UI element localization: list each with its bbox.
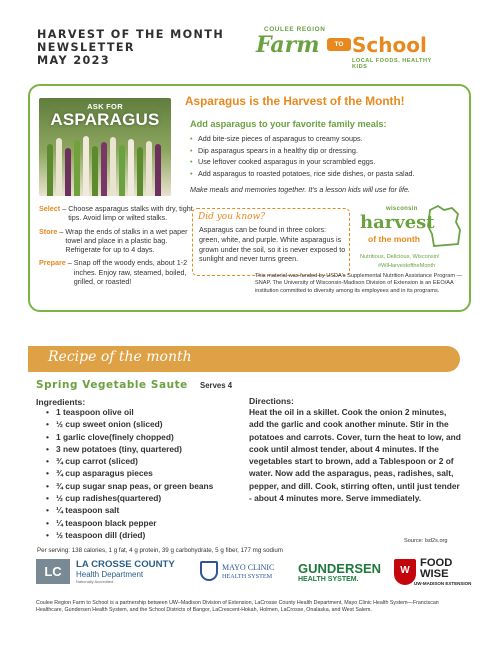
header-date: MAY 2023 [37, 54, 111, 67]
lacrosse-name: LA CROSSE COUNTY [76, 559, 175, 570]
definition-term: Store [39, 226, 58, 236]
directions-text: Heat the oil in a skillet. Cook the onion 2 minutes, add the garlic and cook another minute. Stir in the potatoes and carrots. Cover, turn the heat to low, and cook until almost tender, about 4 minutes. If the vegetables start to brown, add a Tablespoon or 2 of water. Now add the asparagus, peas, radishes, salt, pepper, and dill. Cook, stirring often, until just tender - about 4 minutes more. Serve immediately. [249, 407, 461, 504]
ingredient-item: • ¾ cup asparagus pieces [46, 467, 213, 479]
wi-state: wisconsin [386, 206, 418, 212]
gundersen-name: GUNDERSEN [298, 561, 382, 576]
definition-term: Prepare [39, 258, 66, 268]
ingredient-item: • ¼ teaspoon salt [46, 504, 213, 516]
recipe-banner [28, 346, 460, 372]
wi-of-the-month: of the month [368, 234, 421, 244]
did-you-know-box [192, 208, 350, 276]
foodwise-logo [394, 557, 472, 589]
ingredient-item: • ½ teaspoon dill (dried) [46, 529, 213, 541]
logo-tagline: LOCAL FOODS, HEALTHY KIDS [352, 58, 432, 70]
did-you-know-title: Did you know? [198, 212, 266, 222]
mayo-system: HEALTH SYSTEM [222, 573, 273, 580]
gundersen-logo [298, 559, 382, 587]
nutrition-info: Per serving: 138 calories, 1 g fat, 4 g protein, 39 g carbohydrate, 5 g fiber, 177 mg sodium [37, 547, 283, 554]
wi-hashtag: #WIHarvestoftheMonth [378, 263, 436, 269]
lacrosse-accredited: Nationally Accredited [76, 579, 114, 584]
lacrosse-dept: Health Department [76, 570, 144, 579]
definition-desc: Choose asparagus stalks with dry, tight tips. Avoid limp or wilted stalks. [68, 204, 193, 223]
directions-heading: Directions: [249, 396, 294, 406]
partnership-footer: Coulee Region Farm to School is a partnership between UW–Madison Division of Extension, LaCrosse County Health Department, Mayo Clinic Health System—Franciscan Healthcare, Gundersen Health System, and the School Districts of Bangor, LaCrescent-Hokah, Holmen, LaCrosse, Onalaska, and West Salem. [36, 600, 439, 614]
recipe-serves: Serves 4 [200, 381, 233, 390]
lacrosse-county-logo [36, 559, 186, 587]
foodwise-line2: WISE [420, 568, 449, 580]
tip-item: • Dip asparagus spears in a healthy dip or dressing. [190, 145, 415, 157]
harvest-title: Asparagus is the Harvest of the Month! [185, 94, 405, 108]
ingredients-list [46, 406, 213, 541]
lacrosse-mark: LC [36, 559, 70, 584]
recipe-banner-label: Recipe of the month [48, 349, 192, 365]
foodwise-line1: FOOD [420, 557, 453, 569]
memories-note: Make meals and memories together. It's a lesson kids will use for life. [190, 185, 411, 194]
tip-item: • Add bite-size pieces of asparagus to creamy soups. [190, 133, 415, 145]
definition-dash: – [67, 258, 72, 268]
definition-select [39, 204, 194, 223]
mayo-clinic-logo [200, 559, 290, 587]
select-store-prepare [39, 204, 194, 290]
logo-school: School [352, 33, 427, 57]
header-subtitle: NEWSLETTER [37, 41, 135, 54]
ingredient-item: • ¼ teaspoon black pepper [46, 517, 213, 529]
definition-desc: Wrap the ends of stalks in a wet paper towel and place in a plastic bag. Refrigerate for up to 4 days. [65, 226, 188, 255]
tip-item: • Add asparagus to roasted potatoes, rice side dishes, or pasta salad. [190, 168, 415, 180]
ingredient-item: • ½ cup sweet onion (sliced) [46, 418, 213, 430]
uw-crest-icon: W [394, 559, 416, 585]
header-title: HARVEST OF THE MONTH [37, 28, 225, 41]
ingredient-item: • 3 new potatoes (tiny, quartered) [46, 443, 213, 455]
wi-harvest: harvest [360, 212, 435, 233]
definition-desc: Snap off the woody ends, about 1-2 inches. Enjoy raw, steamed, boiled, grilled, or roasted! [73, 258, 188, 287]
mayo-shield-icon [200, 561, 218, 581]
definition-store [39, 227, 194, 255]
ingredient-item: • ¾ cup sugar snap peas, or green beans [46, 480, 213, 492]
did-you-know-body: Asparagus can be found in three colors: green, white, and purple. White asparagus is grown under the soil, so it is never exposed to sunlight and never turns green. [199, 225, 346, 264]
ingredients-heading: Ingredients: [36, 397, 86, 407]
definition-dash: – [59, 226, 64, 236]
foodwise-extension: UW-MADISON EXTENSION [414, 581, 472, 586]
wi-slogan: Nutritious, Delicious, Wisconsin! [360, 254, 440, 260]
asparagus-photo [39, 98, 171, 196]
recipe-title: Spring Vegetable Saute [36, 379, 188, 391]
ingredient-item: • ½ cup radishes(quartered) [46, 492, 213, 504]
logo-region: COULEE REGION [264, 26, 326, 33]
logo-farm: Farm [256, 32, 320, 58]
harvest-subtitle: Add asparagus to your favorite family meals: [190, 119, 387, 129]
gundersen-system: HEALTH SYSTEM. [298, 576, 359, 583]
definition-term: Select [39, 204, 61, 213]
logo-to: TO [327, 38, 351, 51]
newsletter-header [37, 28, 224, 67]
wisconsin-harvest-logo [358, 204, 470, 274]
mayo-name: MAYO CLINIC [222, 563, 275, 572]
photo-ask-for: ASK FOR [87, 102, 123, 111]
recipe-source: Source: lsd2s.org [404, 538, 448, 544]
photo-title: ASPARAGUS [50, 110, 160, 129]
ingredient-item: • 1 garlic clove(finely chopped) [46, 431, 213, 443]
ingredient-item: • 1 teaspoon olive oil [46, 406, 213, 418]
tip-item: • Use leftover cooked asparagus in your scrambled eggs. [190, 156, 415, 168]
definition-dash: – [62, 204, 67, 213]
funding-statement: This material was funded by USDA's Supplemental Nutrition Assistance Program —SNAP. The University of Wisconsin-Madison Division of Extension is an EEO/AA institution committed to diversity among its employees and in its programs. [255, 273, 463, 294]
definition-prepare [39, 258, 194, 286]
harvest-box [28, 84, 471, 312]
tips-list [190, 133, 415, 179]
farm-to-school-logo [256, 26, 448, 70]
ingredient-item: • ¾ cup carrot (sliced) [46, 455, 213, 467]
